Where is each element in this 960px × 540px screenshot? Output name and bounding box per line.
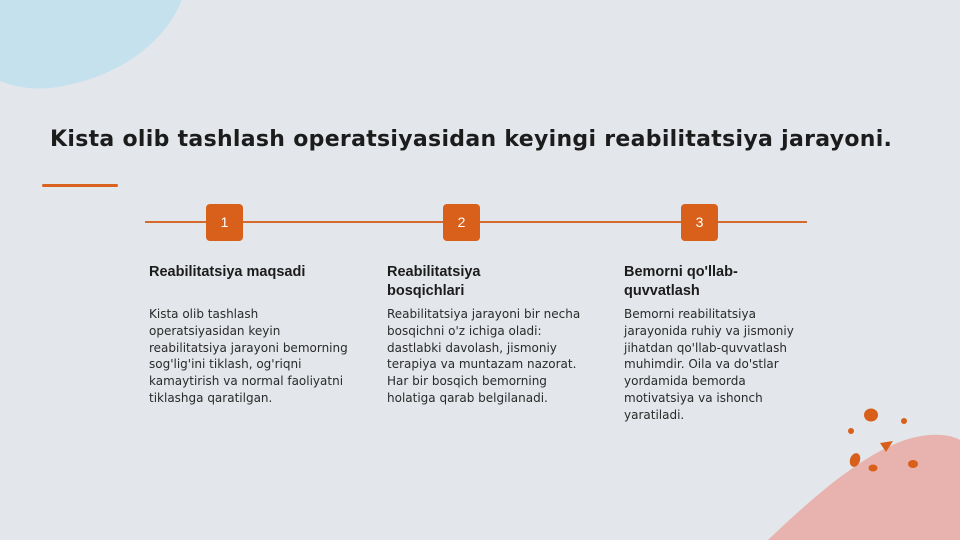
step-description-1: Kista olib tashlash operatsiyasidan keyin reabilitatsiya jarayoni bemorning sog'lig'ini tiklash, og'riqni kamaytirish va normal faoliyatni tiklashga qaratilgan. [149, 307, 348, 405]
step-number-badge-2: 2 [443, 204, 480, 241]
title-underline [42, 184, 118, 187]
decorative-dot [869, 465, 878, 472]
decorative-dot [901, 418, 907, 424]
step-description-2: Reabilitatsiya jarayoni bir necha bosqichni o'z ichiga oladi: dastlabki davolash, jismoniy terapiya va muntazam nazorat. Har bir bosqich bemorning holatiga qarab belgilanadi. [387, 307, 581, 405]
step-title-1: Reabilitatsiya maqsadi [149, 264, 306, 280]
decorative-pink-blob [768, 435, 960, 540]
decorative-dot [848, 428, 854, 434]
decorative-dot [908, 460, 918, 468]
slide-title: Kista olib tashlash operatsiyasidan keyingi reabilitatsiya jarayoni. [50, 127, 893, 152]
decorative-dot [864, 409, 878, 422]
step-description-3: Bemorni reabilitatsiya jarayonida ruhiy va jismoniy jihatdan qo'llab-quvvatlash muhimdir. Oila va do'stlar yordamida bemorda motivatsiya va ishonch yaratiladi. [624, 307, 794, 422]
step-number-badge-3: 3 [681, 204, 718, 241]
step-number-badge-1: 1 [206, 204, 243, 241]
step-title-3: Bemorni qo'llab-quvvatlash [624, 264, 738, 299]
step-title-2: Reabilitatsiya bosqichlari [387, 264, 481, 299]
